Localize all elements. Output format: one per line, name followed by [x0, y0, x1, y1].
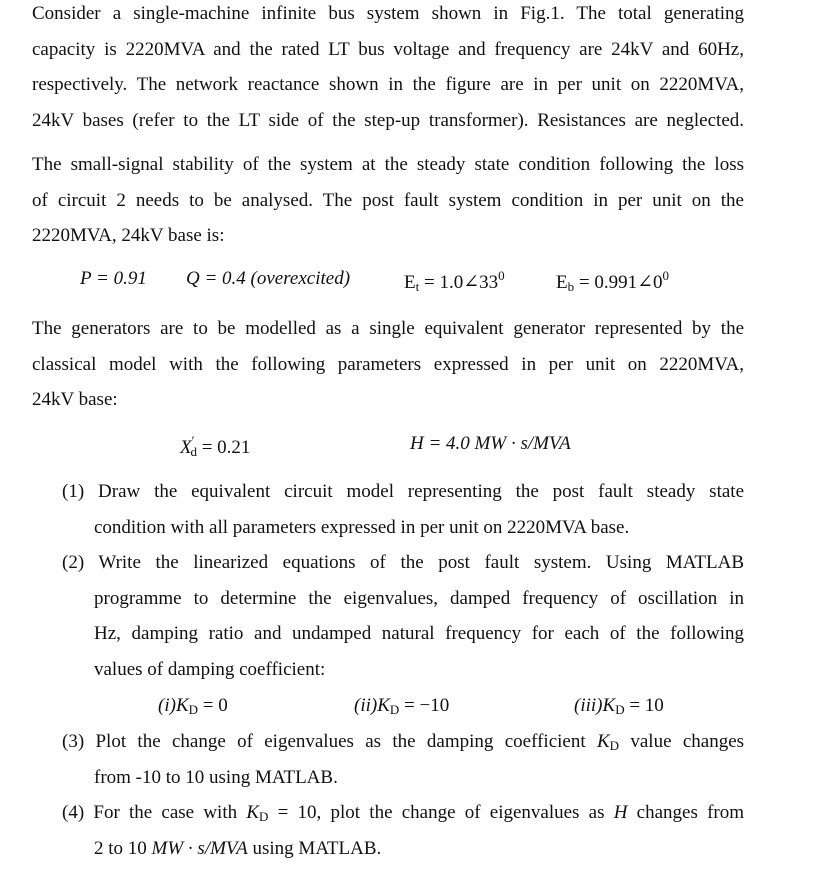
intro-line-3: respectively. The network reactance shown in the figure are in per unit on 2220MVA,: [32, 74, 744, 95]
intro-paragraph: [32, 0, 744, 138]
question-2-line-1: (2) Write the linearized equations of the post fault system. Using MATLAB: [62, 552, 744, 573]
question-3: [62, 724, 744, 795]
inertia-constant-h: H = 4.0 MW · s/MVA: [410, 433, 571, 454]
intro-line-4: 24kV bases (refer to the LT side of the step-up transformer). Resistances are neglected.: [32, 109, 744, 131]
model-line-1: The generators are to be modelled as a single equivalent generator represented by the: [32, 318, 744, 339]
question-4: [62, 795, 744, 866]
post-fault-p: P = 0.91: [80, 268, 147, 289]
question-1-line-1: (1) Draw the equivalent circuit model representing the post fault steady state: [62, 481, 745, 502]
transient-reactance-xd: $X'_d = 0.21$: [180, 433, 251, 459]
bus-voltage-eb: $E_b$ = $0.991\angle 0^0$: [556, 268, 669, 294]
question-3-line-2: from -10 to 10 using MATLAB.: [94, 766, 338, 788]
post-fault-q: Q = 0.4 (overexcited): [186, 268, 351, 289]
question-4-line-2: 2 to 10 MW · s/MVA using MATLAB.: [94, 837, 382, 859]
question-2-line-2: programme to determine the eigenvalues, damped frequency of oscillation in: [94, 587, 744, 609]
damping-case-i: $(i)K_D = 0$: [158, 695, 228, 717]
terminal-voltage-et: $E_t$ = $1.0\angle 33^0$: [404, 268, 505, 294]
condition-paragraph: [32, 147, 744, 254]
intro-line-1: Consider a single-machine infinite bus system shown in Fig.1. The total generating: [32, 3, 744, 24]
question-2-line-4: values of damping coefficient:: [94, 658, 326, 680]
condition-line-3: 2220MVA, 24kV base is:: [32, 225, 225, 246]
condition-line-2: of circuit 2 needs to be analysed. The post fault system condition in per unit on the: [32, 189, 744, 211]
question-2: [62, 545, 744, 687]
model-line-3: 24kV base:: [32, 389, 118, 410]
condition-line-1: The small-signal stability of the system at the steady state condition following the loss: [32, 154, 744, 175]
question-4-line-1: (4) For the case with $K_D = 10$, plot the change of eigenvalues as H changes from: [62, 802, 745, 824]
intro-line-2: capacity is 2220MVA and the rated LT bus voltage and frequency are 24kV and 60Hz,: [32, 38, 744, 60]
question-1-line-2: condition with all parameters expressed in per unit on 2220MVA base.: [94, 516, 630, 538]
model-line-2: classical model with the following parameters expressed in per unit on 2220MVA,: [32, 353, 744, 375]
question-2-line-3: Hz, damping ratio and undamped natural frequency for each of the following: [94, 623, 744, 644]
question-1: [62, 474, 744, 545]
model-paragraph: [32, 311, 744, 418]
damping-case-ii: $(ii)K_D = -10$: [354, 695, 450, 717]
damping-case-iii: $(iii)K_D = 10$: [574, 695, 664, 717]
question-3-line-1: (3) Plot the change of eigenvalues as the damping coefficient $K_D$ value changes: [62, 731, 745, 753]
